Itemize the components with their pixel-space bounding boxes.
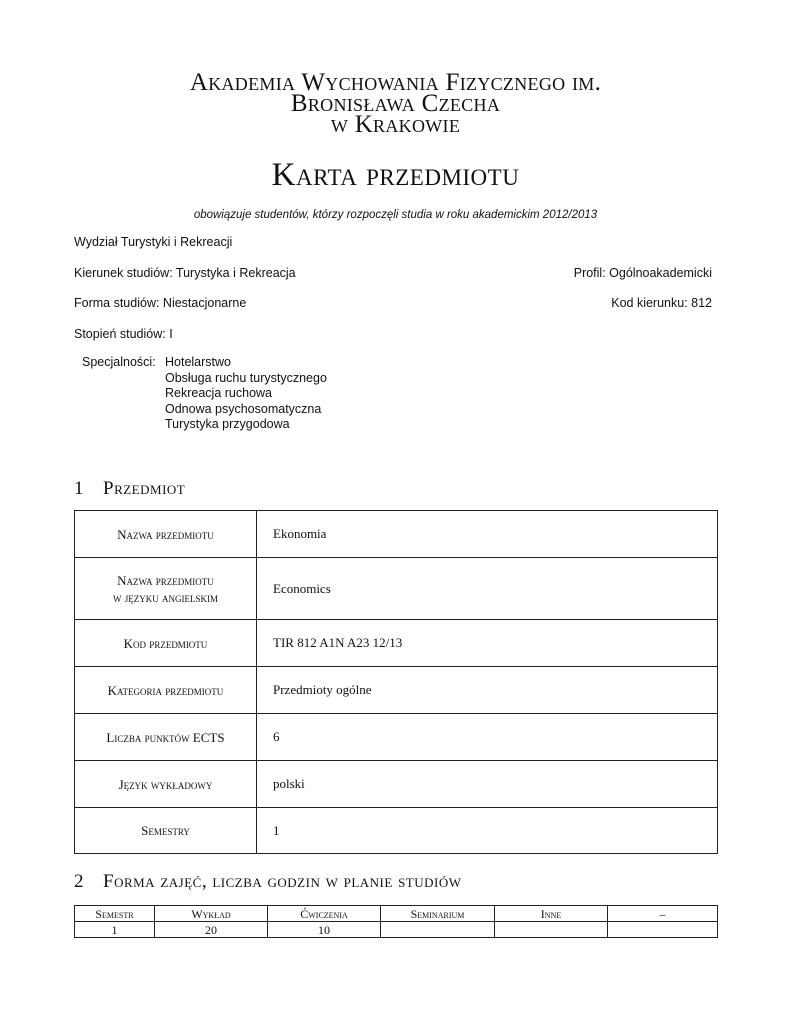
specialties-label: Specjalności: bbox=[82, 355, 156, 369]
table-header-row bbox=[75, 906, 718, 922]
university-name-line2: Bronisława Czecha bbox=[290, 90, 501, 117]
field-of-study-text: Kierunek studiów: Turystyka i Rekreacja bbox=[74, 266, 296, 280]
list-item: Hotelarstwo bbox=[165, 355, 231, 369]
row-value: Economics bbox=[257, 558, 718, 620]
column-header: Semestr bbox=[75, 906, 155, 922]
row-label: Kategoria przedmiotu bbox=[75, 667, 257, 714]
section-number: 1 bbox=[74, 478, 84, 499]
row-label: Nazwa przedmiotu bbox=[75, 511, 257, 558]
university-name-line1: Akademia Wychowania Fizycznego im. bbox=[189, 69, 602, 96]
section-title: Forma zajęć, liczba godzin w planie studiów bbox=[103, 871, 462, 892]
table-row bbox=[75, 922, 718, 938]
row-label: Semestry bbox=[75, 808, 257, 854]
table-cell bbox=[608, 922, 718, 938]
list-item: Rekreacja ruchowa bbox=[165, 386, 272, 400]
row-label: Język wykładowy bbox=[75, 761, 257, 808]
column-header: Wykład bbox=[155, 906, 268, 922]
list-item: Obsługa ruchu turystycznego bbox=[165, 370, 327, 385]
row-value: 6 bbox=[257, 714, 718, 761]
row-value: polski bbox=[257, 761, 718, 808]
field-code-text: Kod kierunku: 812 bbox=[611, 296, 712, 310]
page-title: Karta przedmiotu bbox=[271, 157, 520, 193]
row-value: 1 bbox=[257, 808, 718, 854]
table-row bbox=[75, 511, 718, 558]
column-header: Inne bbox=[495, 906, 608, 922]
subject-info-table bbox=[74, 510, 718, 854]
table-cell bbox=[381, 922, 495, 938]
specialties-list bbox=[165, 355, 327, 433]
table-cell: 10 bbox=[268, 922, 381, 938]
table-row bbox=[75, 761, 718, 808]
row-label: Liczba punktów ECTS bbox=[75, 714, 257, 761]
hours-table bbox=[74, 905, 718, 938]
column-header: Ćwiczenia bbox=[268, 906, 381, 922]
table-row bbox=[75, 667, 718, 714]
table-row bbox=[75, 558, 718, 620]
column-header: – bbox=[608, 906, 718, 922]
table-row bbox=[75, 714, 718, 761]
section-2-heading bbox=[74, 871, 462, 893]
row-label: Kod przedmiotu bbox=[75, 620, 257, 667]
row-value: Przedmioty ogólne bbox=[257, 667, 718, 714]
list-item: Odnowa psychosomatyczna bbox=[165, 401, 322, 416]
section-number: 2 bbox=[74, 871, 84, 892]
table-row bbox=[75, 808, 718, 854]
row-value: TIR 812 A1N A23 12/13 bbox=[257, 620, 718, 667]
study-level-text: Stopień studiów: I bbox=[74, 327, 173, 341]
table-cell: 1 bbox=[75, 922, 155, 938]
table-row bbox=[75, 620, 718, 667]
row-label: Nazwa przedmiotu w języku angielskim bbox=[75, 558, 257, 620]
table-cell: 20 bbox=[155, 922, 268, 938]
study-form-text: Forma studiów: Niestacjonarne bbox=[74, 296, 247, 310]
validity-note: obowiązuje studentów, którzy rozpoczęli studia w roku akademickim 2012/2013 bbox=[193, 209, 598, 221]
row-value: Ekonomia bbox=[257, 511, 718, 558]
section-title: Przedmiot bbox=[103, 478, 186, 499]
table-cell bbox=[495, 922, 608, 938]
faculty-text: Wydział Turystyki i Rekreacji bbox=[74, 235, 233, 249]
university-name-line3: w Krakowie bbox=[330, 111, 461, 138]
profile-text: Profil: Ogólnoakademicki bbox=[573, 266, 712, 280]
list-item: Turystyka przygodowa bbox=[165, 417, 290, 431]
section-1-heading bbox=[74, 478, 185, 500]
column-header: Seminarium bbox=[381, 906, 495, 922]
